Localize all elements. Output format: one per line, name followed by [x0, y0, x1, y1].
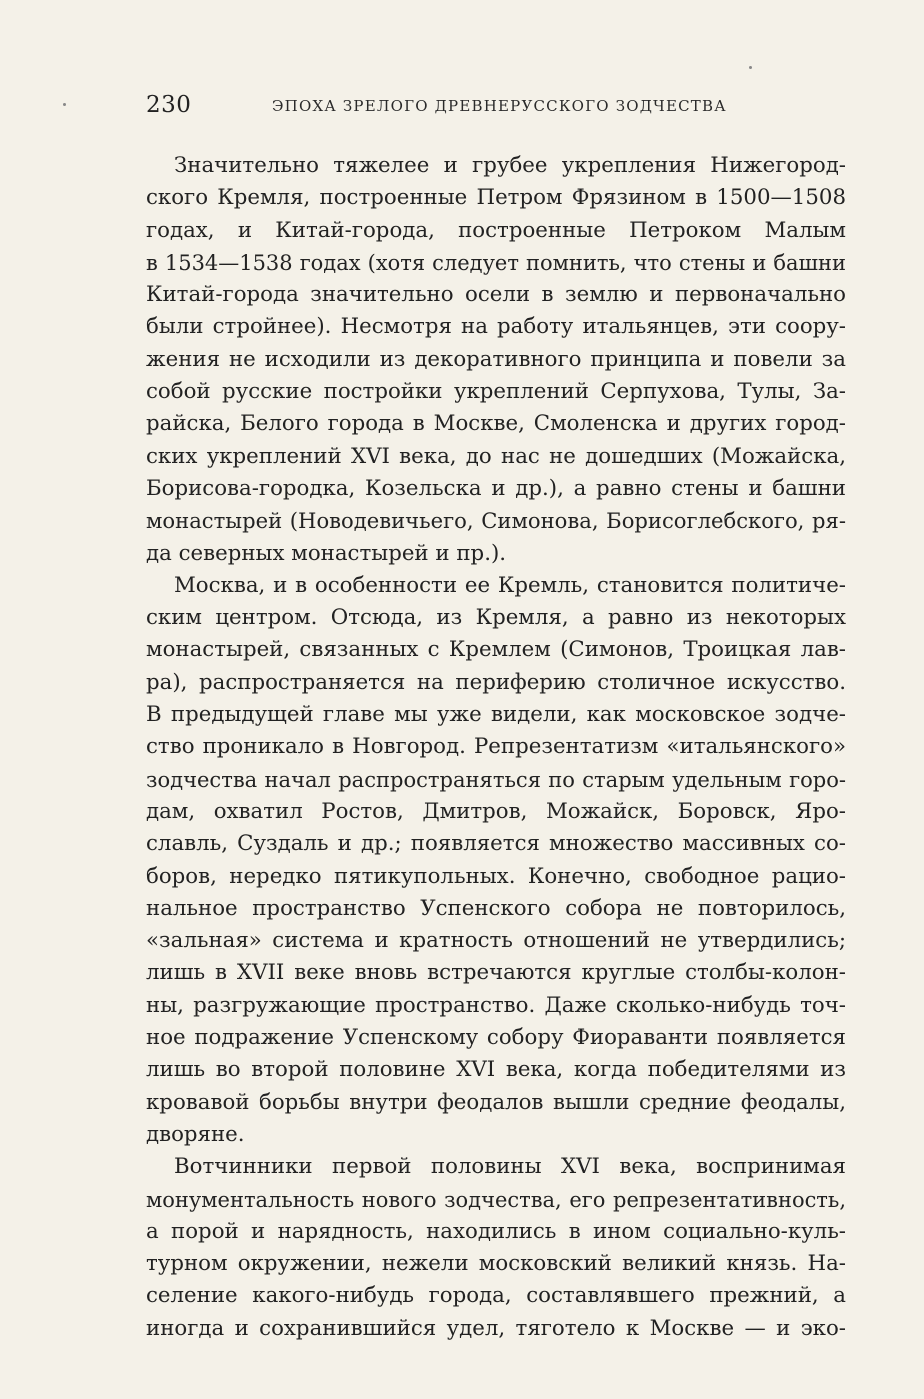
text-line: монастырей (Новодевичьего, Симонова, Борисоглебского, ря- — [146, 508, 846, 534]
text-line: нальное пространство Успенского собора не повторилось, — [146, 895, 846, 921]
text-line: монументальность нового зодчества, его репрезентативность, — [146, 1187, 846, 1212]
body-text — [146, 150, 846, 1345]
text-line: а порой и нарядность, находились в ином социально-куль- — [146, 1218, 846, 1244]
text-line: в 1534—1538 годах (хотя следует помнить, что стены и башни — [146, 250, 846, 275]
text-line: ное подражение Успенскому собору Фиораванти появляется — [146, 1025, 846, 1051]
text-line: да северных монастырей и пр.). — [146, 540, 507, 566]
text-line: Значительно тяжелее и грубее укрепления Нижегород- — [174, 153, 846, 178]
text-line: кровавой борьбы внутри феодалов вышли средние феодалы, — [146, 1089, 846, 1115]
text-line: ского Кремля, построенные Петром Фрязином в 1500—1508 — [146, 185, 846, 211]
text-line: дам, охватил Ростов, Дмитров, Можайск, Боровск, Яро- — [146, 798, 846, 824]
text-line: славль, Суздаль и др.; появляется множество массивных со- — [146, 831, 846, 857]
page-number: 230 — [146, 92, 192, 118]
text-line: турном окружении, нежели московский великий князь. На- — [146, 1251, 846, 1277]
running-head: ЭПОХА ЗРЕЛОГО ДРЕВНЕРУССКОГО ЗОДЧЕСТВА — [272, 97, 727, 115]
text-line: иногда и сохранившийся удел, тяготело к Москве — и эко- — [146, 1315, 846, 1341]
text-line: лишь в XVII веке вновь встречаются круглые столбы-колон- — [146, 960, 846, 986]
speck-mark — [63, 103, 66, 106]
text-line: монастырей, связанных с Кремлем (Симонов, Троицкая лав- — [146, 637, 846, 663]
text-line: лишь во второй половине XVI века, когда победителями из — [146, 1057, 846, 1083]
text-line: ра), распространяется на периферию столичное искусство. — [146, 669, 846, 695]
text-line: ны, разгружающие пространство. Даже сколько-нибудь точ- — [146, 992, 846, 1018]
text-line: Китай-города значительно осели в землю и первоначально — [146, 282, 846, 308]
text-line: жения не исходили из декоративного принципа и повели за — [146, 346, 846, 372]
text-line: дворяне. — [146, 1121, 245, 1147]
text-line: ство проникало в Новгород. Репрезентатизм «итальянского» — [146, 734, 846, 760]
text-line: Москва, и в особенности ее Кремль, становится политиче- — [174, 572, 846, 598]
text-line: были стройнее). Несмотря на работу итальянцев, эти соору- — [146, 314, 846, 340]
text-line: собой русские постройки укреплений Серпухова, Тулы, За- — [146, 379, 846, 405]
text-line: годах, и Китай-города, построенные Петроком Малым — [146, 217, 846, 243]
text-line: райска, Белого города в Москве, Смоленска и других город- — [146, 411, 846, 437]
text-line: В предыдущей главе мы уже видели, как московское зодче- — [146, 702, 846, 728]
text-line: Вотчинники первой половины XVI века, воспринимая — [174, 1154, 846, 1180]
text-line: ских укреплений XVI века, до нас не дошедших (Можайска, — [146, 443, 846, 469]
text-line: Борисова-городка, Козельска и др.), а равно стены и башни — [146, 475, 846, 501]
text-line: «зальная» система и кратность отношений не утвердились; — [146, 928, 846, 954]
text-line: селение какого-нибудь города, составлявшего прежний, а — [146, 1283, 846, 1309]
speck-mark — [749, 66, 752, 69]
text-line: зодчества начал распространяться по старым удельным горо- — [146, 766, 846, 792]
text-line: ским центром. Отсюда, из Кремля, а равно из некоторых — [146, 605, 846, 631]
text-line: боров, нередко пятикупольных. Конечно, свободное рацио- — [146, 863, 846, 889]
